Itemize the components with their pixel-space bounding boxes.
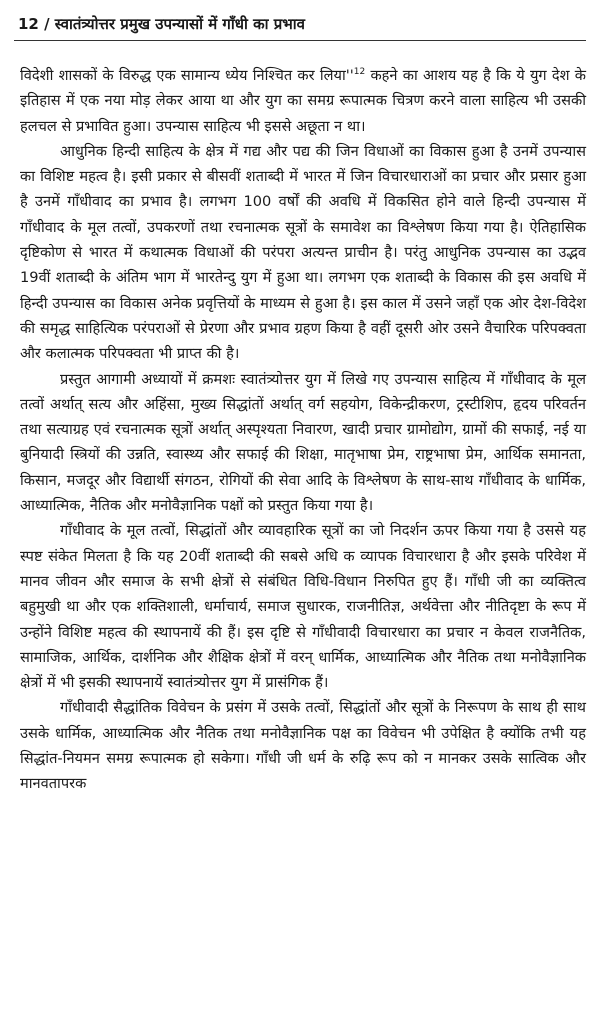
paragraph-2: आधुनिक हिन्दी साहित्य के क्षेत्र में गद्य और पद्य की जिन विधाओं का विकास हुआ है उनमें उपन्यास का विशिष्ट महत्व है। इसी प्रकार से बीसवीं शताब्दी में भारत में जिन विचारधाराओं का प्रचार और प्रसार हुआ है उनमें गाँधीवाद का प्रभाव है। लगभग 100 वर्षों की अवधि में विकसित होने वाले हिन्दी उपन्यास में गाँधीवाद के मूल तत्वों, उपकरणों तथा रचनात्मक सूत्रों के समावेश का विश्लेषण किया गया है। ऐतिहासिक दृष्टिकोण से भारत में कथात्मक विधाओं की परंपरा अत्यन्त प्राचीन है। परंतु आधुनिक उपन्यास का उद्भव 19वीं शताब्दी के अंतिम भाग में भारतेन्दु युग में हुआ था। लगभग एक शताब्दी के विकास की इस अवधि में हिन्दी उपन्यास का विकास अनेक प्रवृत्तियों के माध्यम से हुआ है। इस काल में उसने जहाँ एक ओर देश-विदेश की समृद्ध साहित्यिक परंपराओं से प्रेरणा और प्रभाव ग्रहण किया है वहीं दूसरी ओर उसने वैचारिक परिपक्वता और कलात्मक परिपक्वता भी प्राप्त की है।	[20, 142, 586, 363]
body-text	[14, 63, 586, 797]
running-head: 12 / स्वातंत्र्योत्तर प्रमुख उपन्यासों में गाँधी का प्रभाव	[18, 15, 306, 33]
paragraph-5: गाँधीवादी सैद्धांतिक विवेचन के प्रसंग में उसके तत्वों, सिद्धांतों और सूत्रों के निरूपण के साथ ही साथ उसके धार्मिक, आध्यात्मिक और नैतिक तथा मनोवैज्ञानिक पक्ष का विवेचन भी उपेक्षित है क्योंकि तभी यह सिद्धांत-नियमन समग्र रूपात्मक हो सकेगा। गाँधी जी धर्म के रुढ़ि रूप को न मानकर उसके सात्विक और मानवतापरक	[20, 699, 586, 793]
paragraph-1-lead: विदेशी शासकों के विरुद्ध एक सामान्य ध्येय निश्चित कर लिया''	[20, 67, 354, 84]
paragraph-1	[20, 63, 586, 139]
footnote-ref: 12	[353, 67, 366, 78]
paragraph-3: प्रस्तुत आगामी अध्यायों में क्रमशः स्वातंत्र्योत्तर युग में लिखे गए उपन्यास साहित्य में गाँधीवाद के मूल तत्वों अर्थात् सत्य और अहिंसा, मुख्य सिद्धांतों अर्थात् वर्ग सहयोग, विकेन्द्रीकरण, ट्रस्टीशिप, हृदय परिवर्तन तथा सत्याग्रह एवं रचनात्मक सूत्रों अर्थात् अस्पृश्यता निवारण, खादी प्रचार ग्रामोद्योग, ग्रामों की सफाई, नई या बुनियादी स्त्रियों की उन्नति, स्वास्थ्य और सफाई की शिक्षा, मातृभाषा प्रेम, राष्ट्रभाषा प्रेम, आर्थिक समानता, किसान, मजदूर और विद्यार्थी संगठन, रोगियों की सेवा आदि के विश्लेषण के साथ-साथ गाँधीवाद के धार्मिक, आध्यात्मिक, नैतिक और मनोवैज्ञानिक पक्षों को प्रस्तुत किया गया है।	[20, 370, 586, 515]
paragraph-1-rest: कहने का आशय यह है कि ये युग देश के इतिहास में एक नया मोड़ लेकर आया था और युग का समग्र रूपात्मक चित्रण करने वाला साहित्य भी उसकी हलचल से प्रभावित हुआ। उपन्यास साहित्य भी इससे अछूता न था।	[20, 67, 587, 135]
paragraph-4: गाँधीवाद के मूल तत्वों, सिद्धांतों और व्यावहारिक सूत्रों का जो निदर्शन ऊपर किया गया है उससे यह स्पष्ट संकेत मिलता है कि यह 20वीं शताब्दी की सबसे अधि क व्यापक विचारधारा है और इसके परिवेश में मानव जीवन और समाज के सभी क्षेत्रों से संबंधित विधि-विधान निरुपित हुए हैं। गाँधी जी का व्यक्तित्व बहुमुखी था और एक शक्तिशाली, धर्माचार्य, समाज सुधारक, राजनीतिज्ञ, अर्थवेत्ता और नीतिदृष्टा के रूप में उन्होंने विशिष्ट महत्व की स्थापनायें की हैं। इस दृष्टि से गाँधीवादी विचारधारा का प्रचार न केवल राजनैतिक, सामाजिक, आर्थिक, दार्शनिक और शैक्षिक क्षेत्रों में वरन् धार्मिक, आध्यात्मिक और नैतिक तथा मनोवैज्ञानिक क्षेत्रों में भी इसकी स्थापनायें स्वातंत्र्योत्तर युग में प्रासंगिक हैं।	[20, 522, 586, 692]
header-rule	[14, 40, 586, 41]
